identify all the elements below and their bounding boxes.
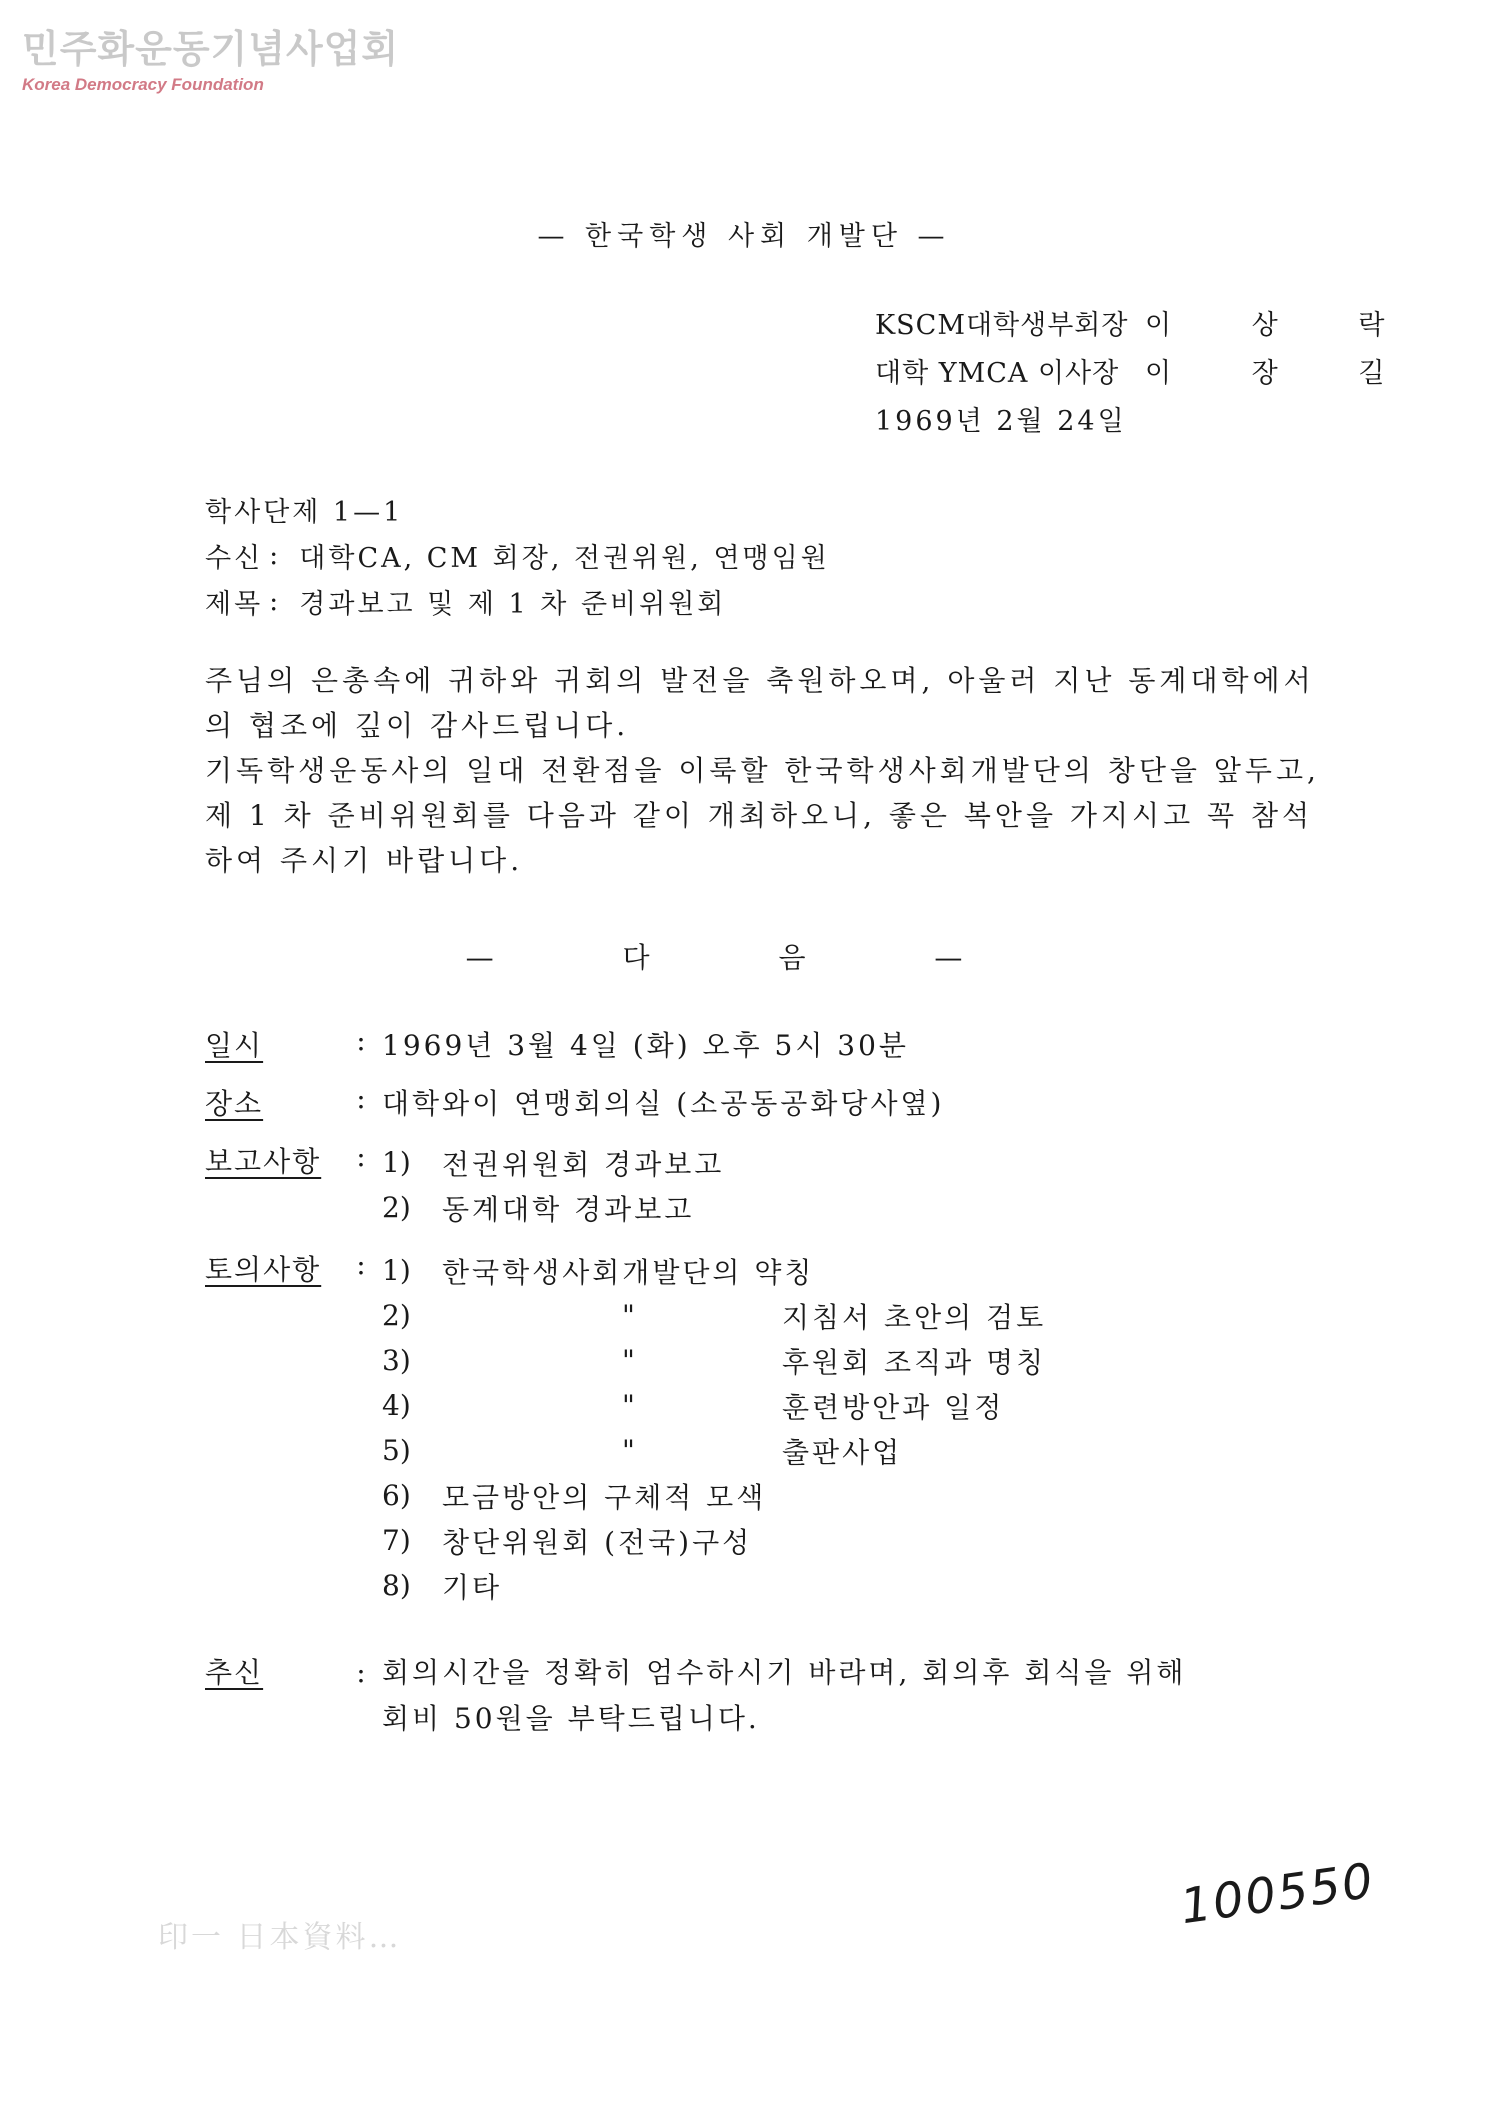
- item-number: 4): [382, 1389, 411, 1422]
- list-item: [382, 1383, 1046, 1428]
- watermark-english: Korea Democracy Foundation: [22, 75, 264, 94]
- subject-row: [205, 578, 830, 624]
- list-item: [382, 1293, 1046, 1338]
- list-item: [382, 1338, 1046, 1383]
- ditto-mark: ": [622, 1434, 635, 1467]
- discussion-label: 토의사항: [205, 1253, 322, 1286]
- document-date: 1969년 2월 24일: [875, 405, 1127, 437]
- ditto-mark: ": [622, 1299, 635, 1332]
- item-text: 전권위원회 경과보고: [442, 1147, 725, 1181]
- list-item: [382, 1473, 1046, 1518]
- item-text: 후원회 조직과 명칭: [782, 1345, 1047, 1379]
- item-text: 한국학생사회개발단의 약칭: [442, 1255, 815, 1289]
- report-label: 보고사항: [205, 1145, 322, 1178]
- place-value: 대학와이 연맹회의실 (소공동공화당사옆): [382, 1087, 945, 1120]
- recipient-value: 대학CA, CM 회장, 전권위원, 연맹임원: [299, 542, 830, 574]
- document-title: — 한국학생 사회 개발단 —: [537, 221, 951, 252]
- report-list: [382, 1140, 724, 1230]
- item-number: 1): [382, 1146, 411, 1179]
- sender-org: KSCM대학생부회장: [875, 309, 1129, 341]
- datetime-value: 1969년 3월 4일 (화) 오후 5시 30분: [382, 1029, 909, 1062]
- body-paragraph: 주님의 은총속에 귀하와 귀회의 발전을 축원하오며, 아울러 지난 동계대학에서의 협조에 깊이 감사드립니다.: [205, 664, 1315, 742]
- handwritten-archive-number: 100550: [1177, 1852, 1379, 1936]
- place-item: [205, 1082, 1046, 1122]
- list-item: [382, 1248, 1046, 1293]
- item-text: 훈련방안과 일정: [782, 1390, 1005, 1424]
- discussion-item: [205, 1248, 1046, 1608]
- sender-block: [875, 298, 1420, 442]
- colon: :: [269, 539, 282, 571]
- item-text: 모금방안의 구체적 모색: [442, 1480, 767, 1514]
- ditto-mark: ": [622, 1344, 635, 1377]
- section-heading: — 다 음 —: [465, 941, 1023, 974]
- datetime-item: [205, 1024, 1046, 1064]
- letter-body: [205, 658, 1325, 883]
- colon: :: [356, 1656, 366, 1689]
- doc-number: 학사단제 1—1: [205, 496, 404, 528]
- item-text: 출판사업: [782, 1435, 903, 1469]
- item-number: 2): [382, 1191, 411, 1224]
- sender-date-row: [875, 394, 1420, 442]
- item-text: 지침서 초안의 검토: [782, 1300, 1047, 1334]
- colon: :: [356, 1082, 366, 1115]
- recipient-row: [205, 532, 830, 578]
- postscript-label: 추신: [205, 1656, 264, 1689]
- colon: :: [356, 1248, 366, 1281]
- postscript-line: 회비 50원을 부탁드립니다.: [382, 1702, 760, 1735]
- recipient-label: 수신: [205, 542, 264, 574]
- item-text: 창단위원회 (전국)구성: [442, 1525, 753, 1559]
- report-item: [205, 1140, 1046, 1230]
- list-item: [382, 1185, 724, 1230]
- sender-row: [875, 298, 1420, 346]
- sender-row: [875, 346, 1420, 394]
- colon: :: [269, 585, 282, 617]
- sender-name: 이 상 락: [1145, 309, 1421, 341]
- body-paragraph: 기독학생운동사의 일대 전환점을 이룩할 한국학생사회개발단의 창단을 앞두고, 제 1 차 준비위원회를 다음과 같이 개최하오니, 좋은 복안을 가지시고 꼭 참석하여 주시기 바랍니다.: [205, 754, 1320, 877]
- sender-name: 이 장 길: [1145, 357, 1421, 389]
- postscript-text: [382, 1650, 1186, 1742]
- watermark-korean: 민주화운동기념사업회: [22, 27, 400, 71]
- list-item: [382, 1518, 1046, 1563]
- item-number: 6): [382, 1479, 411, 1512]
- list-item: [382, 1563, 1046, 1608]
- list-item: [382, 1140, 724, 1185]
- faint-stamp: 印一 日本資料…: [158, 1920, 402, 1955]
- item-number: 8): [382, 1569, 411, 1602]
- item-text: 기타: [442, 1570, 503, 1604]
- item-number: 1): [382, 1254, 411, 1287]
- sender-org: 대학 YMCA 이사장: [875, 357, 1120, 389]
- discussion-list: [382, 1248, 1046, 1608]
- item-number: 7): [382, 1524, 411, 1557]
- ditto-mark: ": [622, 1389, 635, 1422]
- colon: :: [356, 1024, 366, 1057]
- item-number: 3): [382, 1344, 411, 1377]
- item-number: 2): [382, 1299, 411, 1332]
- place-label: 장소: [205, 1087, 264, 1120]
- meta-block: [205, 486, 830, 624]
- watermark: [22, 18, 399, 95]
- item-text: 동계대학 경과보고: [442, 1192, 695, 1226]
- colon: :: [356, 1140, 366, 1173]
- list-item: [382, 1428, 1046, 1473]
- subject-label: 제목: [205, 588, 264, 620]
- item-number: 5): [382, 1434, 411, 1467]
- postscript-line: 회의시간을 정확히 엄수하시기 바라며, 회의후 회식을 위해: [382, 1656, 1187, 1689]
- datetime-label: 일시: [205, 1029, 264, 1062]
- subject-value: 경과보고 및 제 1 차 준비위원회: [299, 588, 727, 620]
- postscript: [205, 1650, 1186, 1742]
- details-list: [205, 1024, 1046, 1626]
